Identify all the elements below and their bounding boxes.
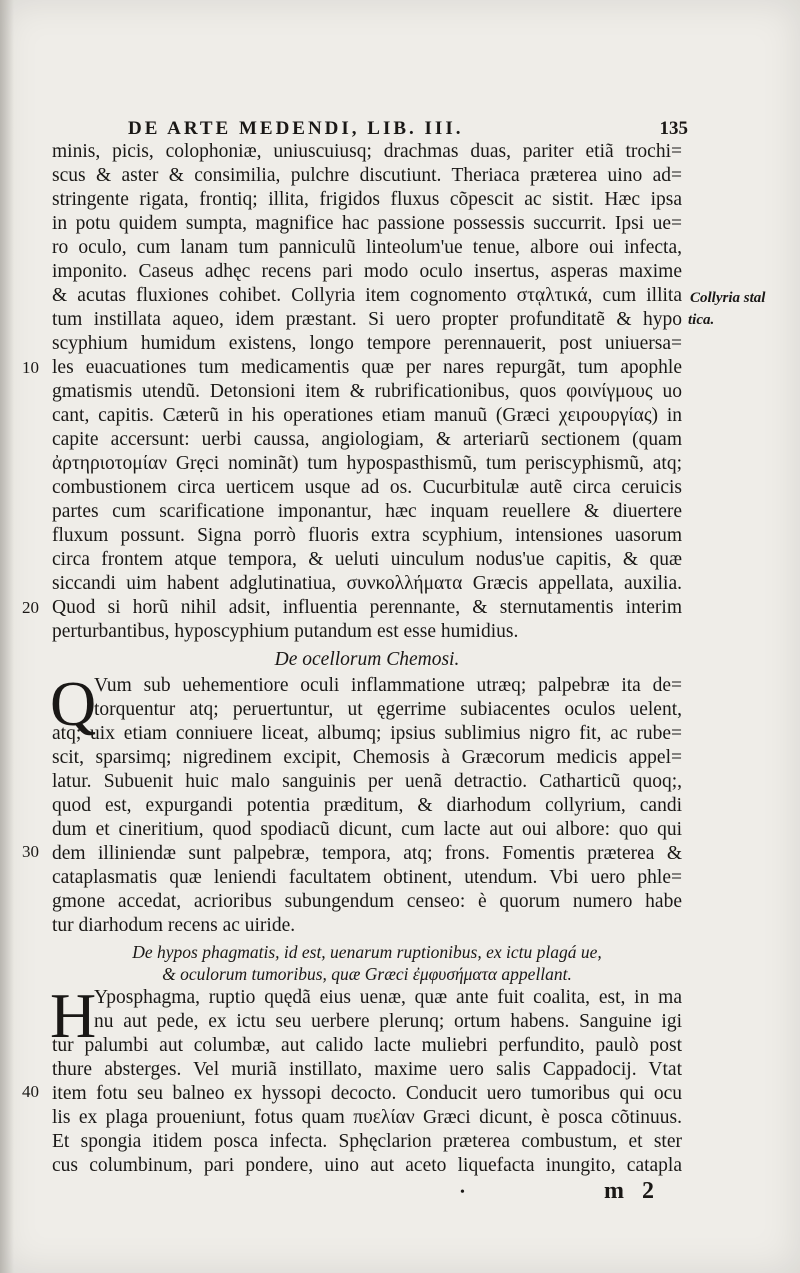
- running-title: DE ARTE MEDENDI, LIB. III.: [128, 118, 464, 139]
- drop-cap-h: H: [50, 980, 97, 1051]
- text-line: tum instillata aqueo, idem præstant. Si uero propter profunditatẽ & hypo: [52, 309, 682, 330]
- text-line: les euacuationes tum medicamentis quæ per nares repurgãt, tum apophle: [52, 357, 682, 378]
- text-line: dum et cineritium, quod spodiacũ dicunt, cum lacte aut oui albore: quo qui: [52, 819, 682, 840]
- text-line: Et spongia itidem posca infecta. Sphęclarion præterea combustum, et ster: [52, 1131, 682, 1152]
- line-number: 20: [22, 598, 39, 617]
- text-line: capite accersunt: uerbi caussa, angiologiam, & arteriarũ sectionem (quam: [52, 429, 682, 450]
- section-heading-hyposphagma-2: & oculorum tumoribus, quæ Græci ἐμφυσήματα appellant.: [162, 964, 572, 984]
- text-line: Vum sub uehementiore oculi inflammatione utræq; palpebræ ita de=: [94, 675, 682, 696]
- text-line: nu aut pede, ex ictu seu uerbere plerunq; ortum habens. Sanguine igi: [94, 1011, 682, 1032]
- text-line: & acutas fluxiones cohibet. Collyria item cognomento στᾳλτικά, cum illita: [52, 285, 682, 306]
- text-line: latur. Subuenit huic malo sanguinis per uenã detractio. Catharticũ quoq;,: [52, 771, 682, 792]
- text-line: atq; uix etiam conniuere liceat, albumq; ipsius sublimius nigro fit, ac rube=: [52, 723, 682, 744]
- text-line: item fotu seu balneo ex hyssopi decocto. Conducit uero tumoribus qui ocu: [52, 1083, 682, 1104]
- text-line: fluxum possunt. Signa porrò fluoris extra scyphium, intensiones uasorum: [52, 525, 682, 546]
- text-line: scus & aster & consimilia, pulchre discutiunt. Theriaca præterea uino ad=: [52, 165, 682, 186]
- text-line: Quod si horũ nihil adsit, influentia perennante, & sternutamentis interim: [52, 597, 682, 618]
- line-number: 40: [22, 1082, 39, 1101]
- margin-note: tica.: [688, 312, 715, 328]
- text-line: quod est, expurgandi potentia præditum, & diarhodum collyrium, candi: [52, 795, 682, 816]
- text-line: tur diarhodum recens ac uiride.: [52, 915, 296, 936]
- text-line: torquentur atq; peruertuntur, ut ęgerrime subiacentes oculos uelent,: [94, 699, 682, 720]
- text-line: scyphium humidum existens, longo tempore perennauerit, post uniuersa=: [52, 333, 682, 354]
- text-line: cant, capitis. Cæterũ in his operationes etiam manuũ (Græci χειρουργίας) in: [52, 405, 682, 426]
- text-line: gmatismis utendũ. Detonsioni item & rubrificationibus, quos φοινίγμους uo: [52, 381, 682, 402]
- section-heading-chemosis: De ocellorum Chemosi.: [274, 649, 460, 670]
- line-number: 10: [22, 358, 39, 377]
- text-line: lis ex plaga proueniunt, fotus quam πυελίαν Græci dicunt, è posca cõtinuus.: [52, 1107, 682, 1128]
- text-line: combustionem circa uerticem usque ad os. Cucurbitulæ autẽ circa ceruicis: [52, 477, 682, 498]
- text-line: gmone accedat, acrioribus subungendum censeo: è quorum numero habe: [52, 891, 682, 912]
- text-line: circa frontem atque tempora, & ueluti uinculum nodus'ue capitis, & quæ: [52, 549, 682, 570]
- page-number: 135: [659, 118, 688, 139]
- text-line: siccandi uim habent adglutinatiua, συνκολλήματα Græcis appellata, auxilia.: [52, 573, 682, 594]
- text-line: thure absterges. Vel muriã instillato, maxime uero salis Cappadocij. Vtat: [52, 1059, 682, 1080]
- margin-note: Collyria stal: [690, 290, 766, 306]
- drop-cap-q: Q: [50, 668, 97, 739]
- page-edge-shadow: [0, 0, 14, 1273]
- text-line: ἀρτηριοτομίαν Grẹci nominãt) tum hypospasthismũ, tum periscyphismũ, atq;: [52, 453, 682, 474]
- text-line: perturbantibus, hyposcyphium putandum est esse humidius.: [52, 621, 519, 642]
- text-line: stringente rigata, frontiq; illita, frigidos fluxus cõpescit ac sistit. Hæc ipsa: [52, 189, 682, 210]
- ornament-dot: •: [460, 1185, 465, 1200]
- text-line: dem illiniendæ sunt palpebræ, tempora, atq; frons. Fomentis præterea &: [52, 843, 682, 864]
- line-number: 30: [22, 842, 39, 861]
- text-line: partes cum scarificatione imponantur, hæc inquam reuellere & diuertere: [52, 501, 682, 522]
- text-line: tur palumbi aut columbæ, aut calido lacte muliebri perfundito, paulò post: [52, 1035, 682, 1056]
- text-line: Yposphagma, ruptio quędã eius uenæ, quæ ante fuit coalita, est, in ma: [94, 987, 682, 1008]
- section-heading-hyposphagma: De hypos phagmatis, id est, uenarum ruptionibus, ex ictu plagá ue,: [132, 942, 602, 962]
- text-line: scit, sparsimq; nigredinem excipit, Chemosis à Græcorum medicis appel=: [52, 747, 682, 768]
- text-line: minis, picis, colophoniæ, uniuscuiusq; drachmas duas, pariter etiã trochi=: [52, 141, 682, 162]
- text-line: imponito. Caseus adhęc recens pari modo oculo insertus, asperas maxime: [52, 261, 682, 282]
- text-line: cus columbinum, pari pondere, uino aut aceto liquefacta inungito, catapla: [52, 1155, 682, 1176]
- text-line: cataplasmatis quæ leniendi facultatem obtinent, utendum. Vbi uero phle=: [52, 867, 682, 888]
- running-header: [128, 118, 688, 140]
- text-line: ro oculo, cum lanam tum panniculũ linteolum'ue tenue, albore oui infecta,: [52, 237, 682, 258]
- text-line: in potu quidem sumpta, magnifice hac passione possessis succurrit. Ipsi ue=: [52, 213, 682, 234]
- signature-mark: m 2: [604, 1178, 660, 1204]
